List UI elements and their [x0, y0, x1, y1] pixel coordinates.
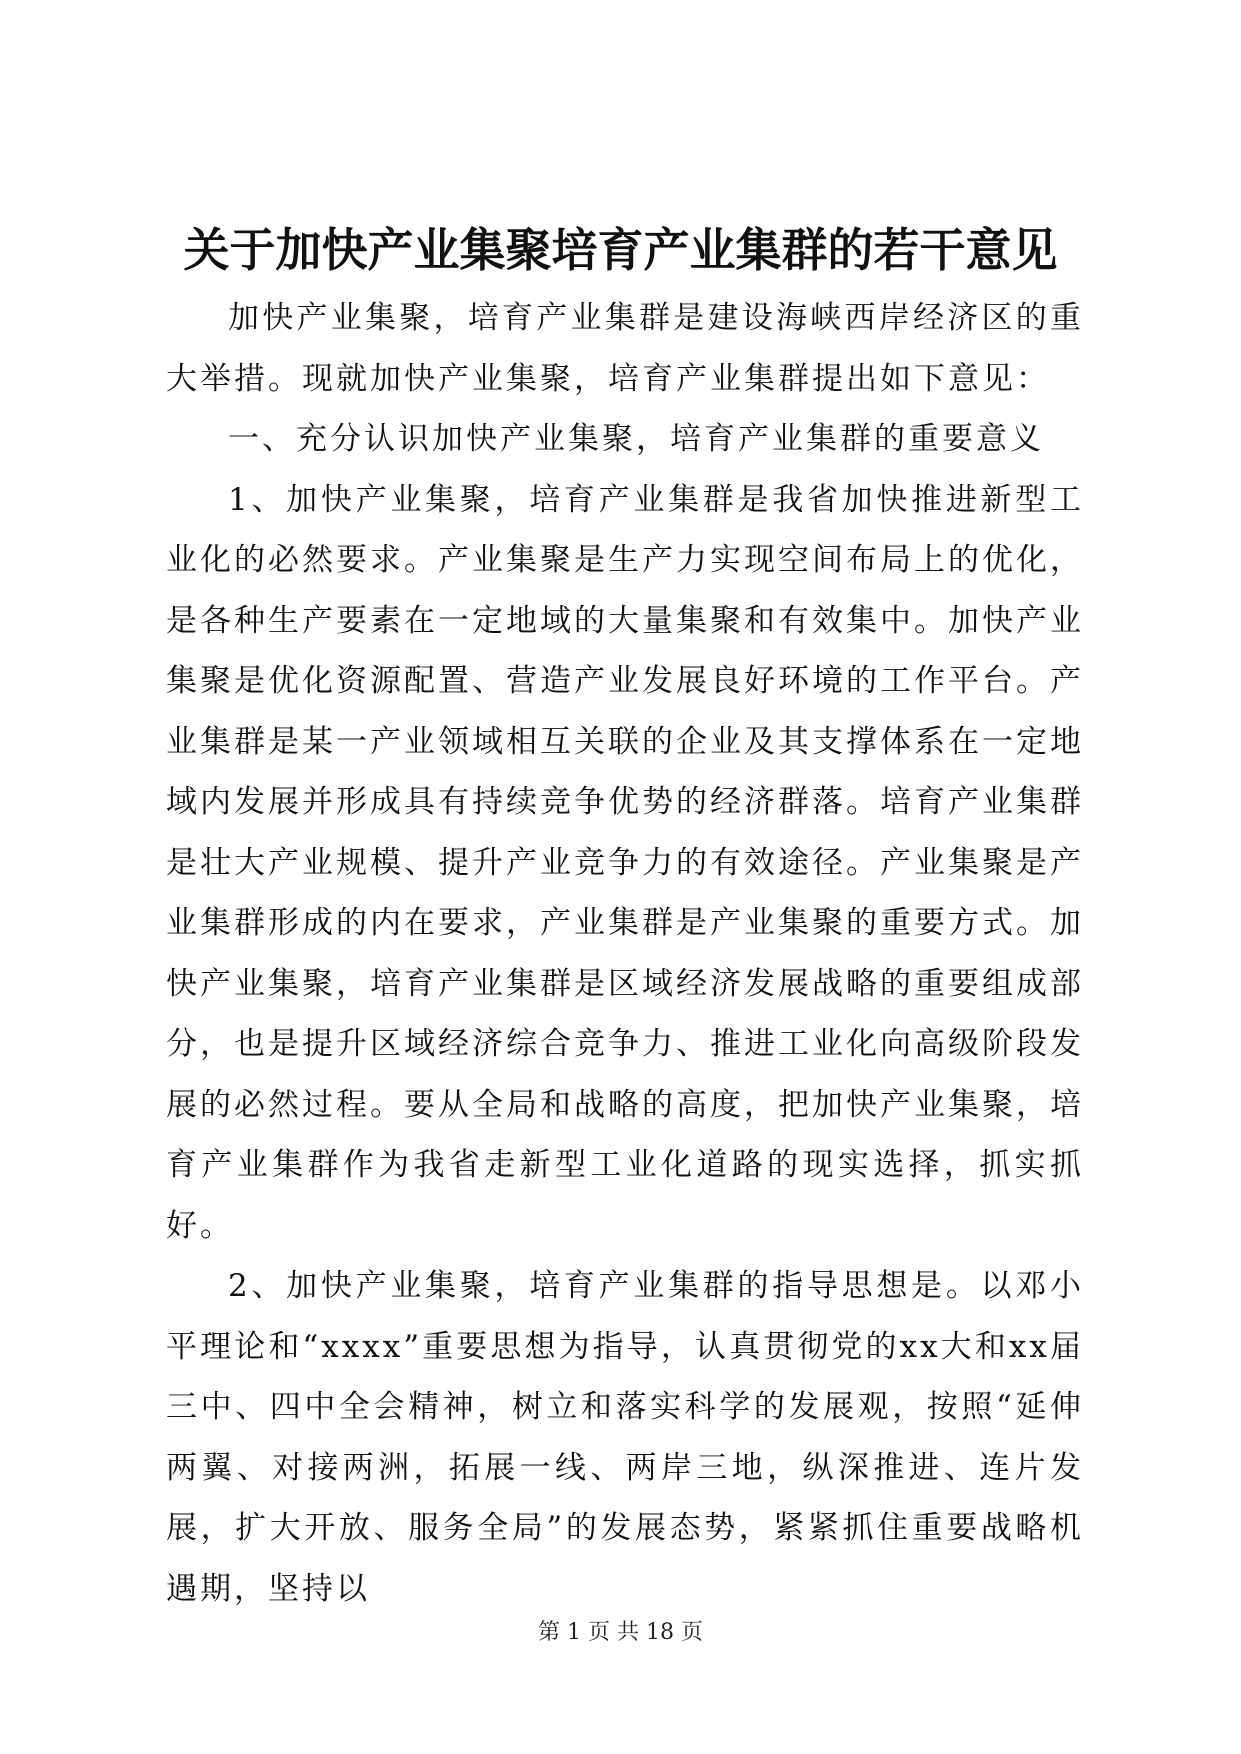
intro-paragraph: 加快产业集聚，培育产业集群是建设海峡西岸经济区的重大举措。现就加快产业集聚，培育产业集群提出如下意见：	[166, 300, 1084, 397]
paragraph-item-2: 2、加快产业集聚，培育产业集群的指导思想是。以邓小平理论和“xxxx”重要思想为指导，认真贯彻党的xx大和xx届三中、四中全会精神，树立和落实科学的发展观，按照“延伸两翼、对接两洲，拓展一线、两岸三地，纵深推进、连片发展，扩大开放、服务全局”的发展态势，紧紧抓住重要战略机遇期，坚持以	[166, 1268, 1084, 1607]
section-heading-1: 一、充分认识加快产业集聚，培育产业集群的重要意义	[228, 421, 1044, 457]
paragraph-item-1: 1、加快产业集聚，培育产业集群是我省加快推进新型工业化的必然要求。产业集聚是生产力实现空间布局上的优化，是各种生产要素在一定地域的大量集聚和有效集中。加快产业集聚是优化资源配置、营造产业发展良好环境的工作平台。产业集群是某一产业领域相互关联的企业及其支撑体系在一定地域内发展并形成具有持续竞争优势的经济群落。培育产业集群是壮大产业规模、提升产业竞争力的有效途径。产业集聚是产业集群形成的内在要求，产业集群是产业集聚的重要方式。加快产业集聚，培育产业集群是区域经济发展战略的重要组成部分，也是提升区域经济综合竞争力、推进工业化向高级阶段发展的必然过程。要从全局和战略的高度，把加快产业集聚，培育产业集群作为我省走新型工业化道路的现实选择，抓实抓好。	[166, 481, 1084, 1244]
page-number-footer: 第 1 页 共 18 页	[538, 1620, 703, 1645]
document-title: 关于加快产业集聚培育产业集群的若干意见	[183, 223, 1058, 277]
document-body	[166, 288, 1084, 1619]
